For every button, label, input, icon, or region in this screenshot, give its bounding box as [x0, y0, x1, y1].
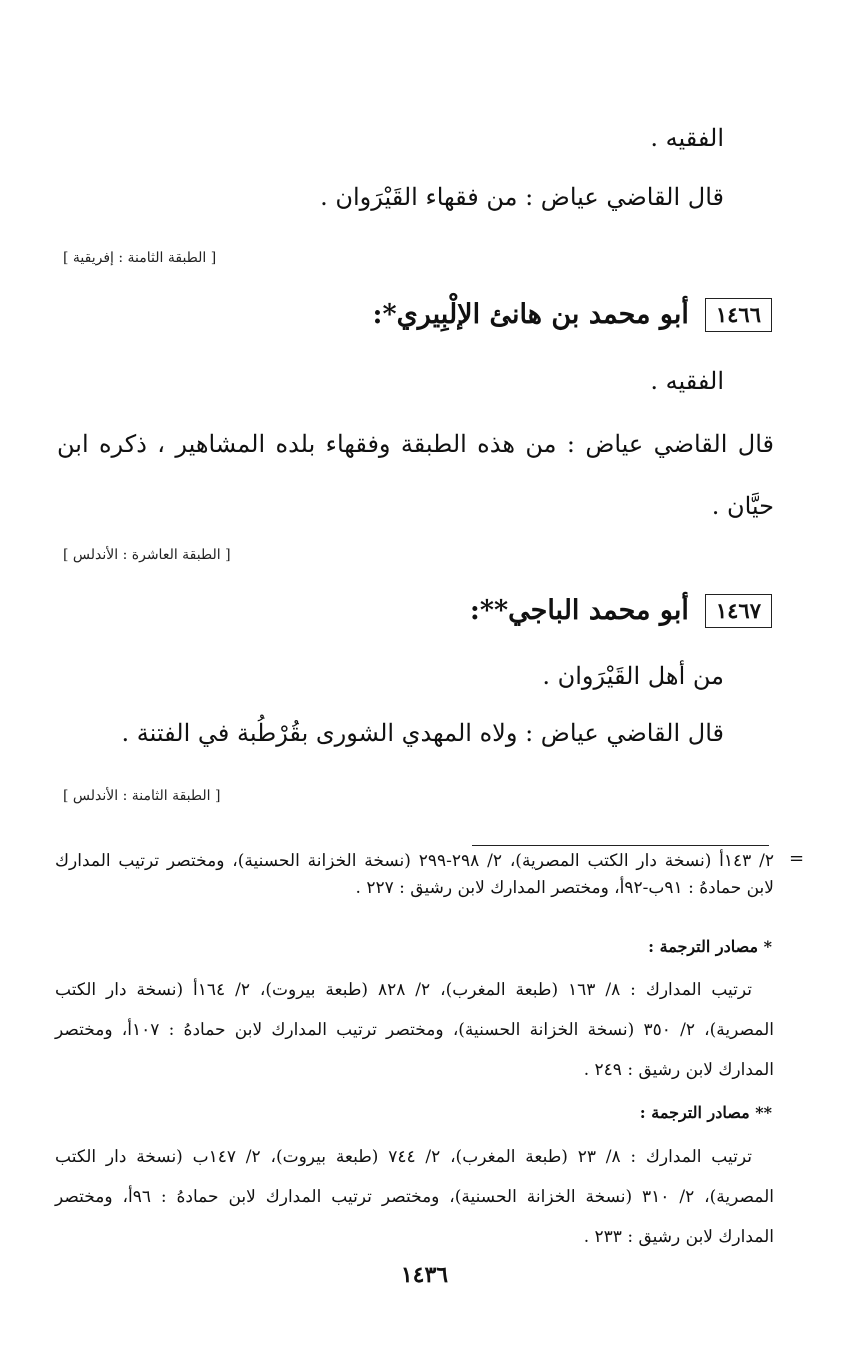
footnote-heading: * مصادر الترجمة :: [648, 937, 772, 956]
footnote-text: ترتيب المدارك : ٨/ ١٦٣ (طبعة المغرب)، ٢/ ٨٢٨ (طبعة بيروت)، ٢/ ١٦٤أ (نسخة دار الكتب المصرية)، ٢/ ٣٥٠ (نسخة الخزانة الحسنية)، ومختصر ترتيب المدارك لابن حمادهُ : ١٠٧أ، ومختصر المدارك لابن رشيق : ٢٤٩ .: [55, 980, 774, 1080]
entry-number: ١٤٦٧: [705, 594, 772, 628]
entry-number: ١٤٦٦: [705, 298, 772, 332]
footnote-continuation-marker: =: [789, 848, 805, 869]
footnote-text: ترتيب المدارك : ٨/ ٢٣ (طبعة المغرب)، ٢/ ٧٤٤ (طبعة بيروت)، ٢/ ١٤٧ب (نسخة دار الكتب المصرية)، ٢/ ٣١٠ (نسخة الخزانة الحسنية)، ومختصر ترتيب المدارك لابن حمادهُ : ٩٦أ، ومختصر المدارك لابن رشيق : ٢٣٣ .: [55, 1147, 774, 1247]
entry-line: الفقيه .: [650, 367, 724, 395]
entry-line: الفقيه .: [650, 124, 724, 152]
entry-heading: [470, 592, 772, 630]
entry-heading: [373, 296, 772, 334]
entry-paragraph: قال القاضي عياض : من هذه الطبقة وفقهاء بلده المشاهير ، ذكره ابن حيَّان .: [57, 430, 774, 520]
footnote-separator: [472, 845, 769, 846]
entry-name: أبو محمد بن هانئ الإلْبِيري*:: [372, 299, 689, 330]
entry-class-label: [ الطبقة العاشرة : الأندلس ]: [63, 547, 231, 563]
entry-line: من أهل القَيْرَوان .: [542, 662, 724, 690]
entry-class-label: [ الطبقة الثامنة : الأندلس ]: [63, 788, 221, 804]
page-number: ١٤٣٦: [400, 1262, 449, 1288]
footnote-heading: ** مصادر الترجمة :: [639, 1103, 772, 1122]
footnote-continuation: ٢/ ١٤٣أ (نسخة دار الكتب المصرية)، ٢/ ٢٩٨-٢٩٩ (نسخة الخزانة الحسنية)، ومختصر ترتيب المدارك لابن حمادهُ : ٩١ب-٩٢أ، ومختصر المدارك لابن رشيق : ٢٢٧ .: [55, 851, 775, 898]
entry-line: قال القاضي عياض : ولاه المهدي الشورى بقُرْطُبة في الفتنة .: [121, 719, 724, 747]
entry-class-label: [ الطبقة الثامنة : إفريقية ]: [63, 250, 217, 266]
entry-name: أبو محمد الباجي**:: [469, 595, 689, 626]
entry-line: قال القاضي عياض : من فقهاء القَيْرَوان .: [320, 183, 724, 211]
